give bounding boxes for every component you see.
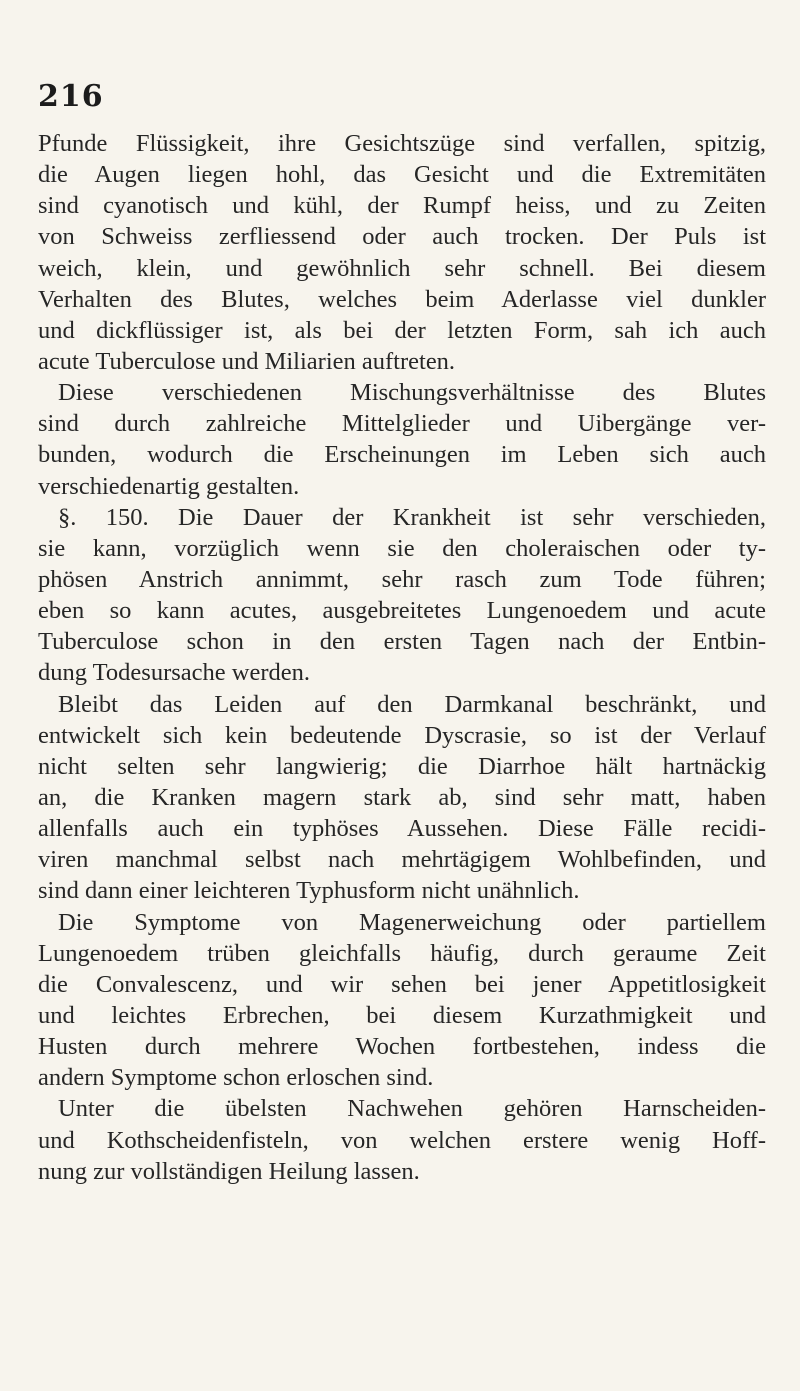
text-line: sind durch zahlreiche Mittelglieder und Uibergänge ver- (38, 410, 766, 438)
text-line: Husten durch mehrere Wochen fortbestehen, indess die (38, 1033, 766, 1061)
page-number: 216 (38, 79, 104, 114)
text-line: §. 150. Die Dauer der Krankheit ist sehr verschieden, (58, 503, 766, 531)
paragraph (38, 502, 766, 689)
text-line: viren manchmal selbst nach mehrtägigem Wohlbefinden, und (38, 846, 766, 874)
text-line: an, die Kranken magern stark ab, sind sehr matt, haben (38, 783, 766, 811)
text-line: Tuberculose schon in den ersten Tagen nach der Entbin- (38, 628, 766, 656)
text-line: Unter die übelsten Nachwehen gehören Harnscheiden- (58, 1095, 766, 1123)
text-line: eben so kann acutes, ausgebreitetes Lungenoedem und acute (38, 597, 766, 625)
text-line: und dickflüssiger ist, als bei der letzten Form, sah ich auch (38, 316, 766, 344)
paragraph (38, 128, 766, 377)
text-line: die Convalescenz, und wir sehen bei jener Appetitlosigkeit (38, 970, 766, 998)
text-line: Verhalten des Blutes, welches beim Aderlasse viel dunkler (38, 285, 766, 313)
body-text (38, 128, 766, 1187)
text-line: die Augen liegen hohl, das Gesicht und die Extremitäten (38, 161, 766, 189)
text-line: und Kothscheidenfisteln, von welchen erstere wenig Hoff- (38, 1126, 766, 1154)
text-line: allenfalls auch ein typhöses Aussehen. Diese Fälle recidi- (38, 815, 766, 843)
text-line: nicht selten sehr langwierig; die Diarrhoe hält hartnäckig (38, 752, 766, 780)
text-line: Pfunde Flüssigkeit, ihre Gesichtszüge sind verfallen, spitzig, (38, 130, 766, 157)
text-line: Diese verschiedenen Mischungsverhältnisse des Blutes (58, 379, 766, 407)
text-line: von Schweiss zerfliessend oder auch trocken. Der Puls ist (38, 223, 766, 251)
text-line: Bleibt das Leiden auf den Darmkanal beschränkt, und (58, 690, 766, 718)
text-line: sie kann, vorzüglich wenn sie den choleraischen oder ty- (38, 534, 766, 562)
text-line: verschiedenartig gestalten. (38, 472, 300, 500)
text-line: sind cyanotisch und kühl, der Rumpf heiss, und zu Zeiten (38, 192, 766, 220)
text-line: andern Symptome schon erloschen sind. (38, 1064, 434, 1092)
paragraph (38, 377, 766, 502)
text-line: Lungenoedem trüben gleichfalls häufig, durch geraume Zeit (38, 939, 766, 967)
paragraph (38, 1093, 766, 1186)
text-line: bunden, wodurch die Erscheinungen im Leben sich auch (38, 441, 766, 469)
text-line: nung zur vollständigen Heilung lassen. (38, 1157, 420, 1185)
text-line: und leichtes Erbrechen, bei diesem Kurzathmigkeit und (38, 1001, 766, 1029)
text-line: weich, klein, und gewöhnlich sehr schnell. Bei diesem (38, 254, 766, 282)
text-line: phösen Anstrich annimmt, sehr rasch zum Tode führen; (38, 565, 766, 593)
text-line: acute Tuberculose und Miliarien auftreten. (38, 347, 456, 375)
paragraph (38, 689, 766, 907)
text-line: dung Todesursache werden. (38, 659, 311, 687)
paragraph (38, 907, 766, 1094)
text-line: Die Symptome von Magenerweichung oder partiellem (58, 908, 766, 936)
text-line: entwickelt sich kein bedeutende Dyscrasie, so ist der Verlauf (38, 721, 766, 749)
text-line: sind dann einer leichteren Typhusform nicht unähnlich. (38, 877, 580, 905)
